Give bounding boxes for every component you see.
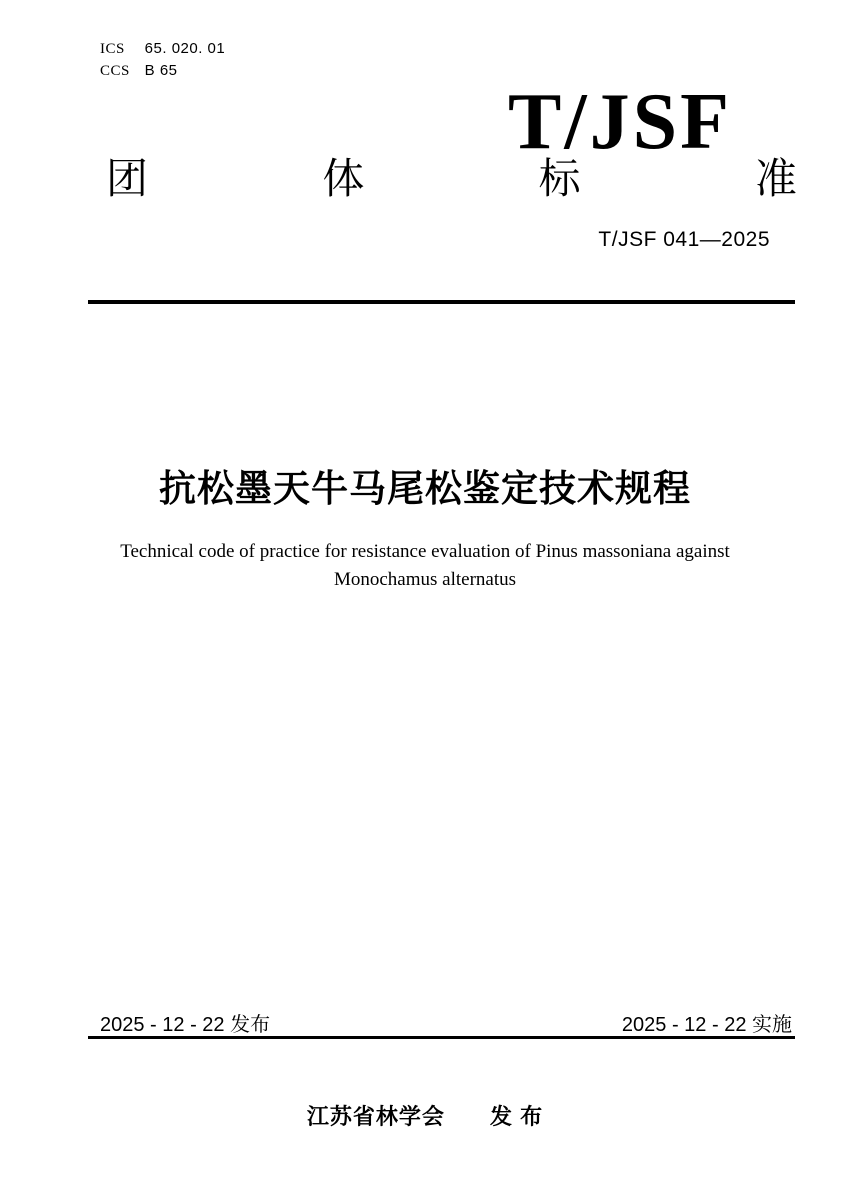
top-rule	[88, 300, 795, 304]
ics-value: 65. 020. 01	[144, 40, 226, 57]
ccs-line	[100, 60, 225, 82]
tjsf-logo: T/JSF	[508, 78, 732, 166]
issue-date: 2025 - 12 - 22 发布	[100, 1014, 271, 1036]
standard-type-row	[106, 156, 797, 202]
ics-label: ICS	[100, 41, 125, 57]
publisher-row	[0, 1100, 850, 1131]
standard-type-char-ti: 体	[322, 155, 365, 202]
bottom-rule	[88, 1036, 795, 1039]
standard-type-char-biao: 标	[538, 155, 581, 202]
publisher-name: 江苏省林学会	[306, 1104, 445, 1129]
date-row	[100, 1008, 792, 1037]
standard-type-char-zhun: 准	[754, 155, 797, 202]
title-english	[60, 538, 790, 594]
title-chinese: 抗松墨天牛马尾松鉴定技术规程	[159, 468, 691, 509]
implementation-date: 2025 - 12 - 22 实施	[621, 1014, 792, 1036]
title-english-line2: Monochamus alternatus	[333, 569, 517, 590]
standard-number: T/JSF 041—2025	[598, 228, 770, 251]
publish-label: 发 布	[490, 1104, 544, 1129]
ics-ccs-block	[100, 38, 225, 82]
ics-line	[100, 38, 225, 60]
ccs-value: B 65	[144, 62, 178, 79]
ccs-label: CCS	[100, 63, 130, 79]
standard-type-char-tuan: 团	[106, 155, 149, 202]
title-english-line1: Technical code of practice for resistance evaluation of Pinus massoniana against	[120, 541, 730, 562]
